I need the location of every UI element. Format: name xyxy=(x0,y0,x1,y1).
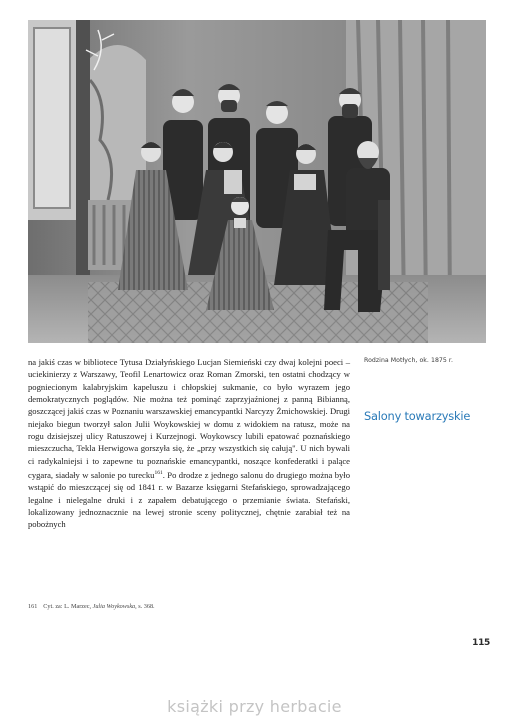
body-paragraph-start: na jakiś czas w bibliotece Tytusa Działyńskiego Lucjan Siemieński czy dwaj kolejni poeci – uciekinierzy z Warszawy, Teofil Lenartowicz oraz Roman Zmorski, ten ostatni chodzący w pogniecionym kalabryjskim kapeluszu i chłopskiej sukmanie, co było wyrazem jego demokratycznych poglądów. Nie można też pominąć zaprzyjaźnionej z panną Bibianną, goszczącej jakiś czas w Poznaniu warszawskiej emancypantki Narcyzy Żmichowskiej. Drugi niejako biegun tworzył salon Julii Woykowskiej w domu z widokiem na ratusz, może na rogu dzisiejszej ulicy Ratuszowej i Kurzejnogi. Woykowscy lubili epatować poznańskiego mieszczucha, Tekla Herwigowa gorszyła się, że „przy wszystkich się całują". U nich bywali ci radykalniejsi i to zapewne tu poznańskie emancypantki, noszące konfederatki i palące cygara, siadały w salonie po turecku xyxy=(28,357,350,480)
family-portrait-image xyxy=(28,20,486,343)
section-heading: Salony towarzyskie xyxy=(364,409,471,423)
family-portrait-photo xyxy=(28,20,486,343)
body-paragraph-end: . Po drodze z jednego salonu do drugiego można było wstąpić do mieszczącej się od 1841 r. w Bazarze księgarni Stefańskiego, sprowadzającego legalne i nielegalne druki i z zapałem debatującego o przemianie świata. Stefański, lokalizowany jednoznacznie na lewej stronie sceny politycznej, chętnie zarabiał też na pobożnych xyxy=(28,469,350,530)
body-paragraph xyxy=(28,356,350,531)
photo-caption: Rodzina Motłych, ok. 1875 r. xyxy=(364,357,453,364)
footnote-text-after: , s. 368. xyxy=(135,603,155,610)
footnote-title: Julia Woykowska xyxy=(92,603,136,610)
footnote-text-before: Cyt. za: L. Marzec, xyxy=(43,603,93,610)
footnote xyxy=(28,603,348,610)
page-number: 115 xyxy=(472,638,490,648)
watermark-text: książki przy herbacie xyxy=(167,697,342,716)
footnote-number: 161 xyxy=(28,603,38,610)
footnote-reference[interactable]: 161 xyxy=(154,470,163,477)
body-text xyxy=(28,356,350,531)
